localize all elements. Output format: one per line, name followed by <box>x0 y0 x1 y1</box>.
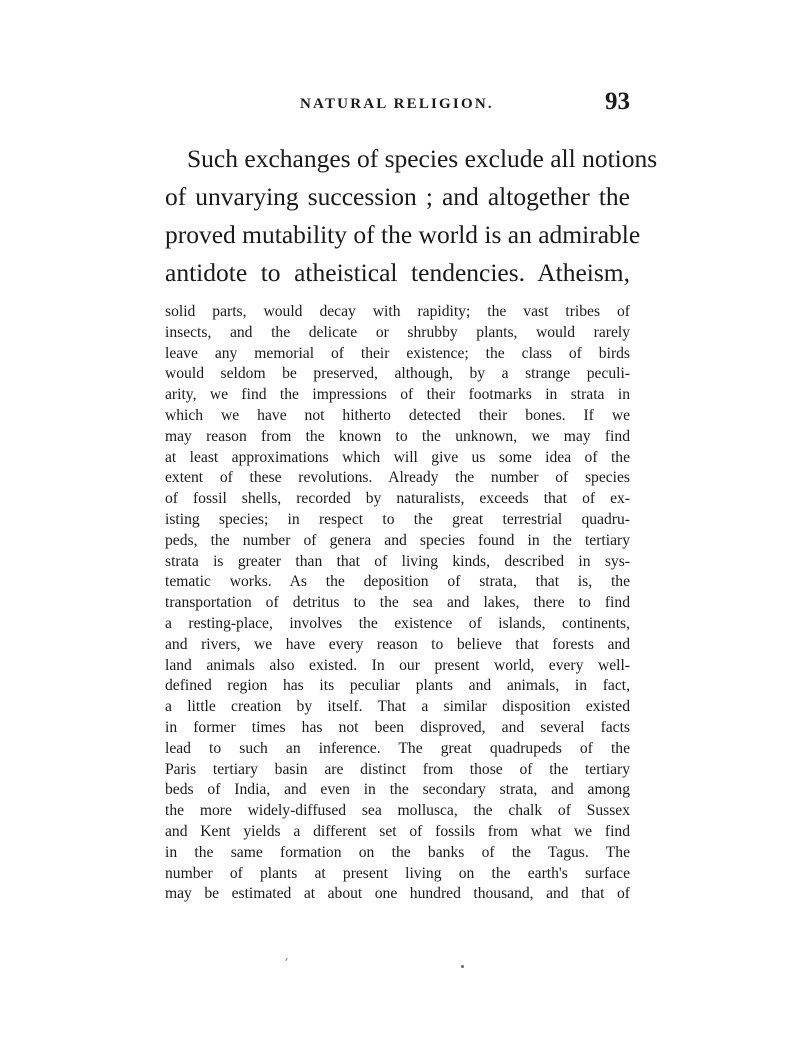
print-speck <box>461 965 464 968</box>
footnote-line: transportation of detritus to the sea and lakes, there to find <box>165 594 630 612</box>
footnote-line: and rivers, we have every reason to believe that forests and <box>165 635 630 653</box>
footnote-block <box>165 302 630 905</box>
running-head <box>165 88 630 118</box>
footnote-line: beds of India, and even in the secondary strata, and among <box>165 781 630 799</box>
footnote-line: a resting-place, involves the existence of islands, continents, <box>165 614 630 632</box>
footnote-line: isting species; in respect to the great terrestrial quadru- <box>165 510 630 528</box>
running-title: NATURAL RELIGION. <box>300 96 494 112</box>
footnote-line: defined region has its peculiar plants and animals, in fact, <box>165 677 630 695</box>
lead-line: Such exchanges of species exclude all notions <box>187 144 658 173</box>
footnote-line: insects, and the delicate or shrubby plants, would rarely <box>165 323 630 341</box>
footnote-line: may reason from the known to the unknown, we may find <box>165 427 630 445</box>
lead-line: antidote to atheistical tendencies. Atheism, <box>165 258 630 287</box>
lead-line: of unvarying succession ; and altogether the <box>165 182 630 211</box>
print-speck <box>285 958 287 961</box>
footnote-line: land animals also existed. In our present world, every well- <box>165 656 630 674</box>
lead-paragraph <box>165 140 658 292</box>
footnote-line: lead to such an inference. The great quadrupeds of the <box>165 739 630 757</box>
footnote-line: and Kent yields a different set of fossils from what we find <box>165 822 630 840</box>
footnote-line: arity, we find the impressions of their footmarks in strata in <box>165 386 630 404</box>
footnote-line: extent of these revolutions. Already the number of species <box>165 469 630 487</box>
footnote-line: of fossil shells, recorded by naturalists, exceeds that of ex- <box>165 490 630 508</box>
footnote-line: in former times has not been disproved, and several facts <box>165 718 630 736</box>
footnote-line: a little creation by itself. That a similar disposition existed <box>165 698 630 716</box>
page-number: 93 <box>605 88 630 115</box>
footnote-line: tematic works. As the deposition of strata, that is, the <box>165 573 630 591</box>
footnote-line: in the same formation on the banks of the Tagus. The <box>165 843 630 861</box>
footnote-line: peds, the number of genera and species found in the tertiary <box>165 531 630 549</box>
footnote-line: at least approximations which will give us some idea of the <box>165 448 630 466</box>
footnote-line: strata is greater than that of living kinds, described in sys- <box>165 552 630 570</box>
footnote-line: solid parts, would decay with rapidity; the vast tribes of <box>165 303 630 320</box>
footnote-line: the more widely-diffused sea mollusca, the chalk of Sussex <box>165 802 630 820</box>
footnote-line: number of plants at present living on the earth's surface <box>165 864 630 882</box>
footnote-line: may be estimated at about one hundred thousand, and that of <box>165 885 630 903</box>
lead-line: proved mutability of the world is an admirable <box>165 220 641 249</box>
footnote-line: leave any memorial of their existence; the class of birds <box>165 344 630 362</box>
footnote-line: Paris tertiary basin are distinct from those of the tertiary <box>165 760 630 778</box>
footnote-line: which we have not hitherto detected their bones. If we <box>165 406 630 424</box>
footnote-line: would seldom be preserved, although, by a strange peculi- <box>165 365 630 383</box>
